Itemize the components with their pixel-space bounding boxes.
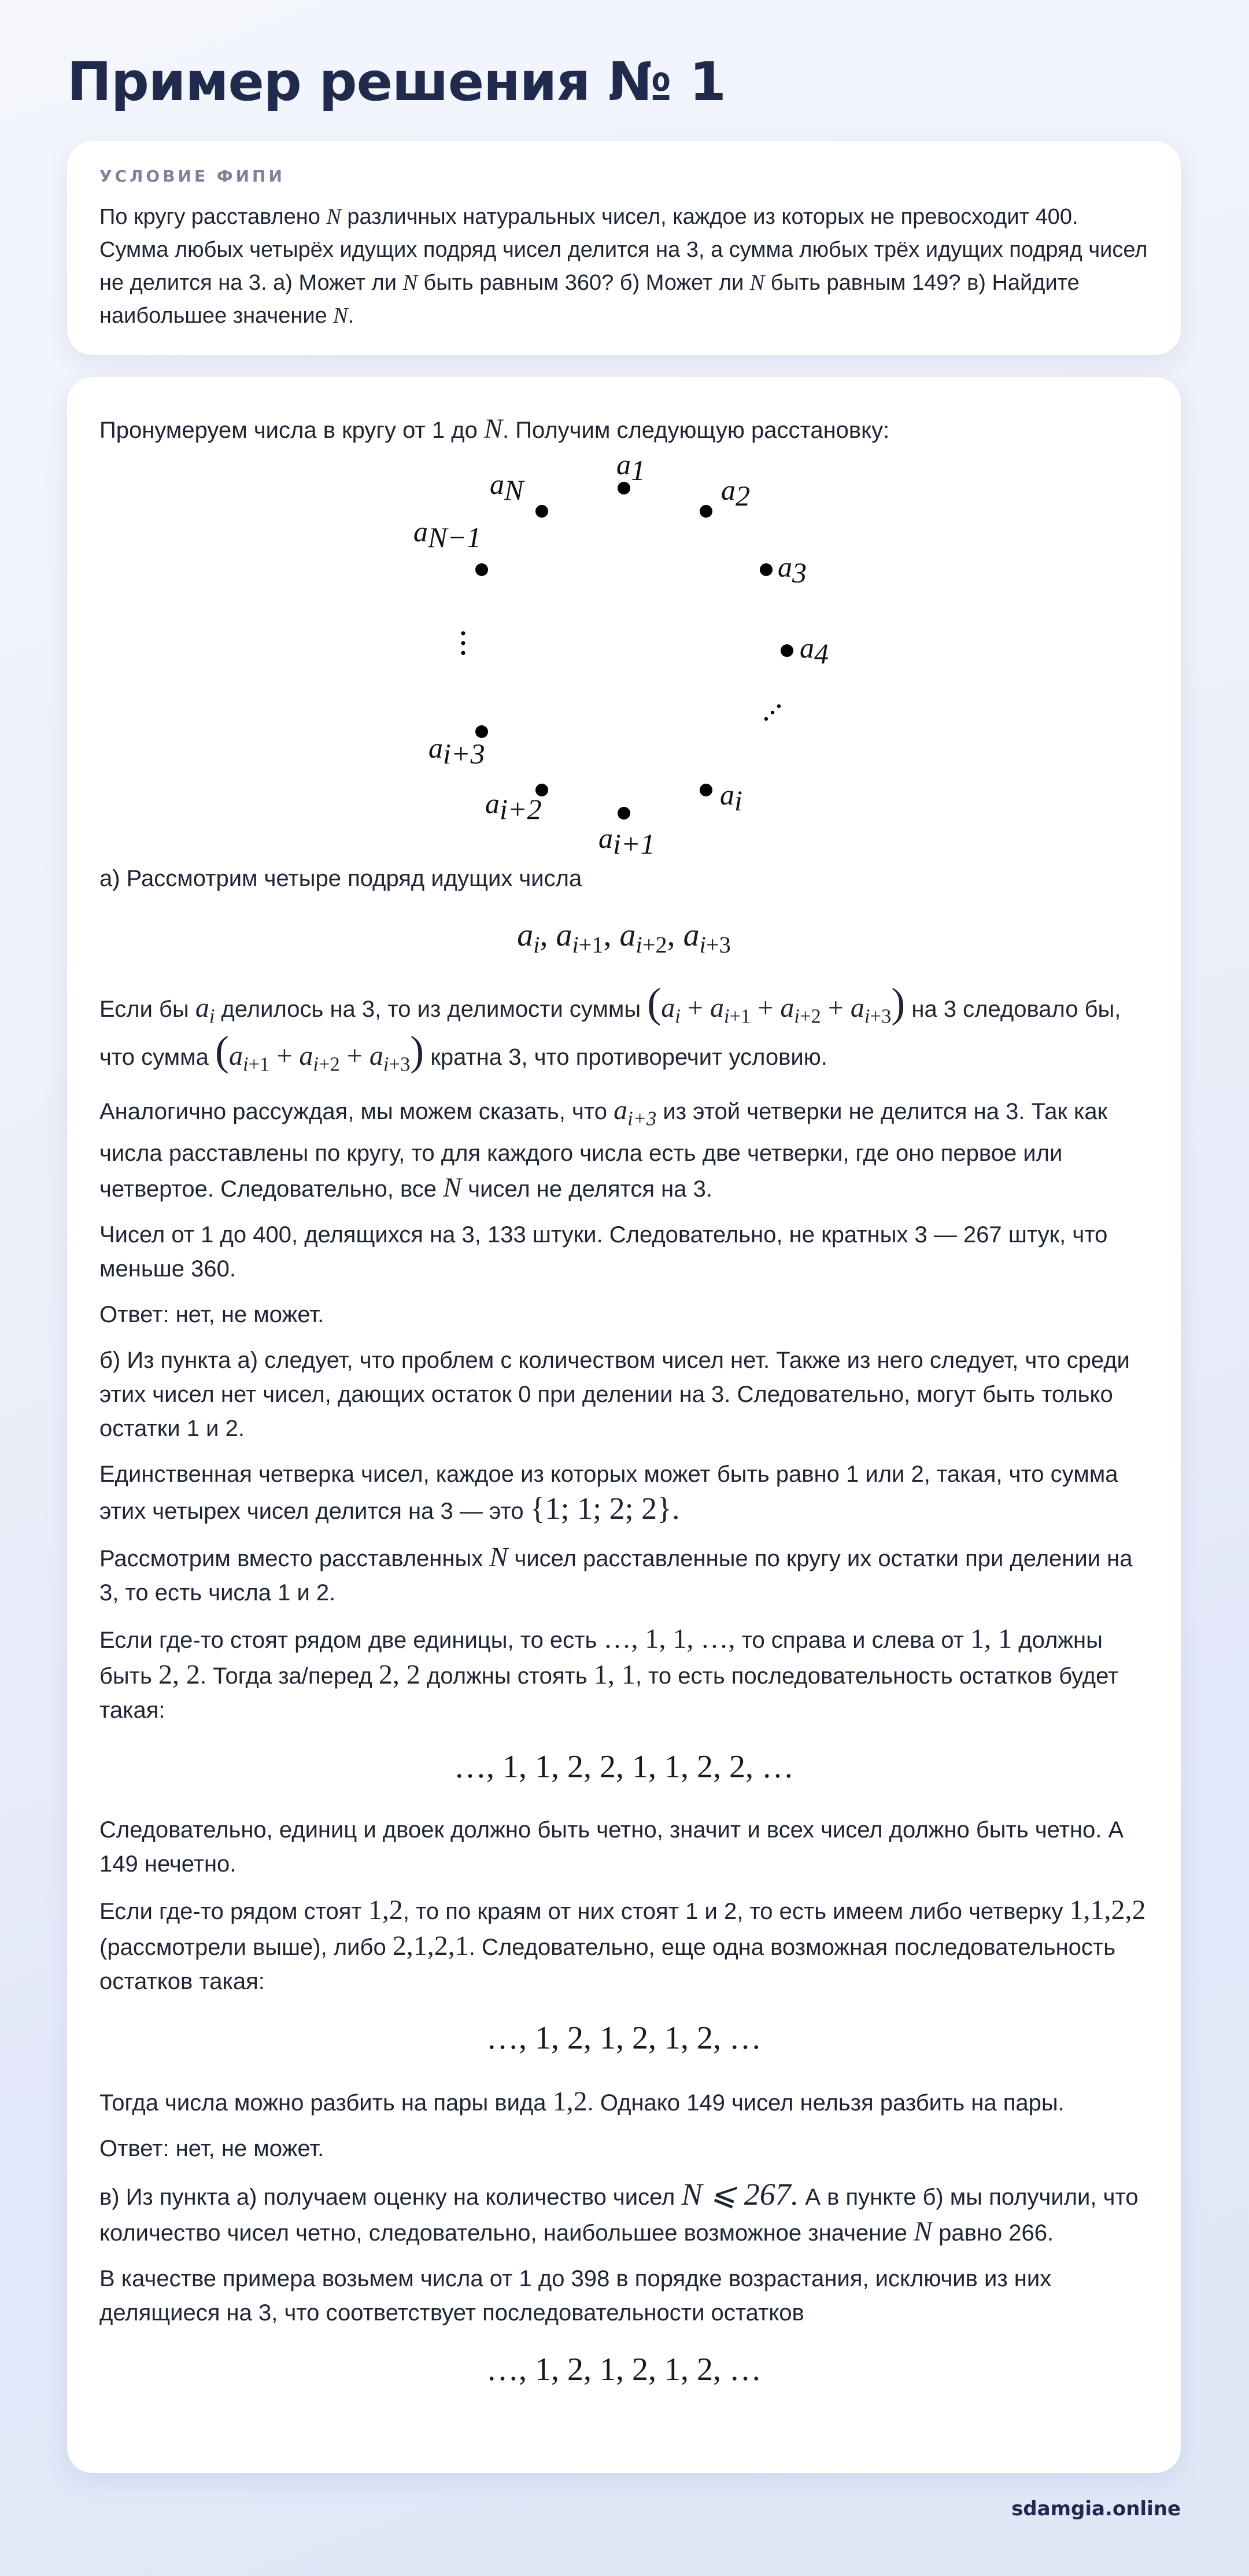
para-count: Чисел от 1 до 400, делящихся на 3, 133 штуки. Следовательно, не кратных 3 — 267 штук, что меньше 360.	[99, 1221, 1108, 1282]
site-footer: sdamgia.online	[1011, 2497, 1181, 2520]
solution-intro: Пронумеруем числа в кругу от 1 до N. Получим следующую расстановку:	[99, 414, 890, 444]
vertical-ellipsis-icon	[461, 632, 465, 655]
answer-b: Ответ: нет, не может.	[99, 2135, 324, 2161]
para-pairs: Тогда числа можно разбить на пары вида 1,2. Однако 149 чисел нельзя разбить на пары.	[99, 2086, 1065, 2117]
part-c-intro: в) Из пункта а) получаем оценку на количество чисел N ⩽ 267. А в пункте б) мы получили, что количество чисел четно, следовательно, наибольшее возможное значение N равно 266.	[99, 2176, 1139, 2247]
sequence-1: …, 1, 1, 2, 2, 1, 1, 2, 2, …	[454, 1748, 794, 1785]
label-a1: a1	[616, 459, 645, 486]
para-analogous: Аналогично рассуждая, мы можем сказать, что $a_{i+3}$ из этой четверки не делится на 3. Так как числа расставлены по кругу, то для каждого числа есть две четверки, где оно первое или четвертое. Следовательно, все N чисел не делятся на 3.	[99, 1095, 1108, 1203]
para-remainders: Рассмотрим вместо расставленных N чисел расставленные по кругу их остатки при делении на 3, то есть числа 1 и 2.	[99, 1541, 1133, 1606]
para-even: Следовательно, единиц и двоек должно быть четно, значит и всех чисел должно быть четно. А 149 нечетно.	[99, 1817, 1124, 1877]
para-example: В качестве примера возьмем числа от 1 до 398 в порядке возрастания, исключив из них делящиеся на 3, что соответствует последовательности остатков	[99, 2265, 1052, 2326]
page-title: Пример решения № 1	[67, 51, 726, 113]
formula-four-terms: $a_i$, $a_{i+1}$, $a_{i+2}$, $a_{i+3}$	[517, 917, 731, 958]
sequence-2: …, 1, 2, 1, 2, 1, 2, …	[486, 2020, 762, 2056]
para-alternating: Если где-то рядом стоят 1,2, то по краям от них стоят 1 и 2, то есть имеем либо четверку 1,1,2,2 (рассмотрели выше), либо 2,1,2,1. Следовательно, еще одна возможная последовательность остатков такая:	[99, 1894, 1146, 1994]
solution-card	[67, 377, 1181, 2473]
para-two-ones: Если где-то стоят рядом две единицы, то есть …, 1, 1, …, то справа и слева от 1, 1 должны быть 2, 2. Тогда за/перед 2, 2 должны стоять 1, 1, то есть последовательность остатков будет такая:	[99, 1623, 1119, 1723]
circle-diagram	[364, 459, 884, 858]
condition-card	[67, 141, 1181, 355]
label-a3: a3	[778, 551, 807, 589]
label-a4: a4	[800, 632, 829, 670]
para-if-divisible: Если бы $a_i$ делилось на 3, то из делимости суммы $(a_i + a_{i+1} + a_{i+2} + a_{i+3})$ на 3 следовало бы, что сумма $(a_{i+1} + a_{i+2} + a_{i+3})$ кратна 3, что противоречит условию.	[99, 980, 1121, 1076]
label-aN1: aN−1	[413, 515, 482, 553]
answer-a: Ответ: нет, не может.	[99, 1301, 324, 1327]
part-a-intro: а) Рассмотрим четыре подряд идущих числа	[99, 866, 582, 891]
label-ai2: ai+2	[485, 787, 542, 825]
label-aN: aN	[490, 468, 524, 506]
condition-label: УСЛОВИЕ ФИПИ	[99, 167, 285, 186]
diagonal-ellipsis-icon	[764, 704, 781, 721]
part-b-intro: б) Из пункта а) следует, что проблем с количеством чисел нет. Также из него следует, что среди этих чисел нет чисел, дающих остаток 0 при делении на 3. Следовательно, могут быть только остатки 1 и 2.	[99, 1347, 1130, 1441]
sequence-3: …, 1, 2, 1, 2, 1, 2, …	[486, 2351, 762, 2387]
label-ai1: ai+1	[598, 822, 655, 858]
para-unique-quad: Единственная четверка чисел, каждое из которых может быть равно 1 или 2, такая, что сумма этих четырех чисел делится на 3 — это {1; 1; 2; 2}.	[99, 1461, 1118, 1526]
circle-points	[475, 482, 793, 820]
label-ai3: ai+3	[428, 732, 485, 770]
label-a2: a2	[721, 474, 750, 512]
condition-text: По кругу расставлено N различных натуральных чисел, каждое из которых не превосходит 400. Сумма любых четырёх идущих подряд чисел делится на 3, а сумма любых трёх идущих подряд чисел не делится на 3. а) Может ли N быть равным 360? б) Может ли N быть равным 149? в) Найдите наибольшее значение N.	[99, 205, 1148, 328]
label-ai: ai	[720, 778, 742, 817]
